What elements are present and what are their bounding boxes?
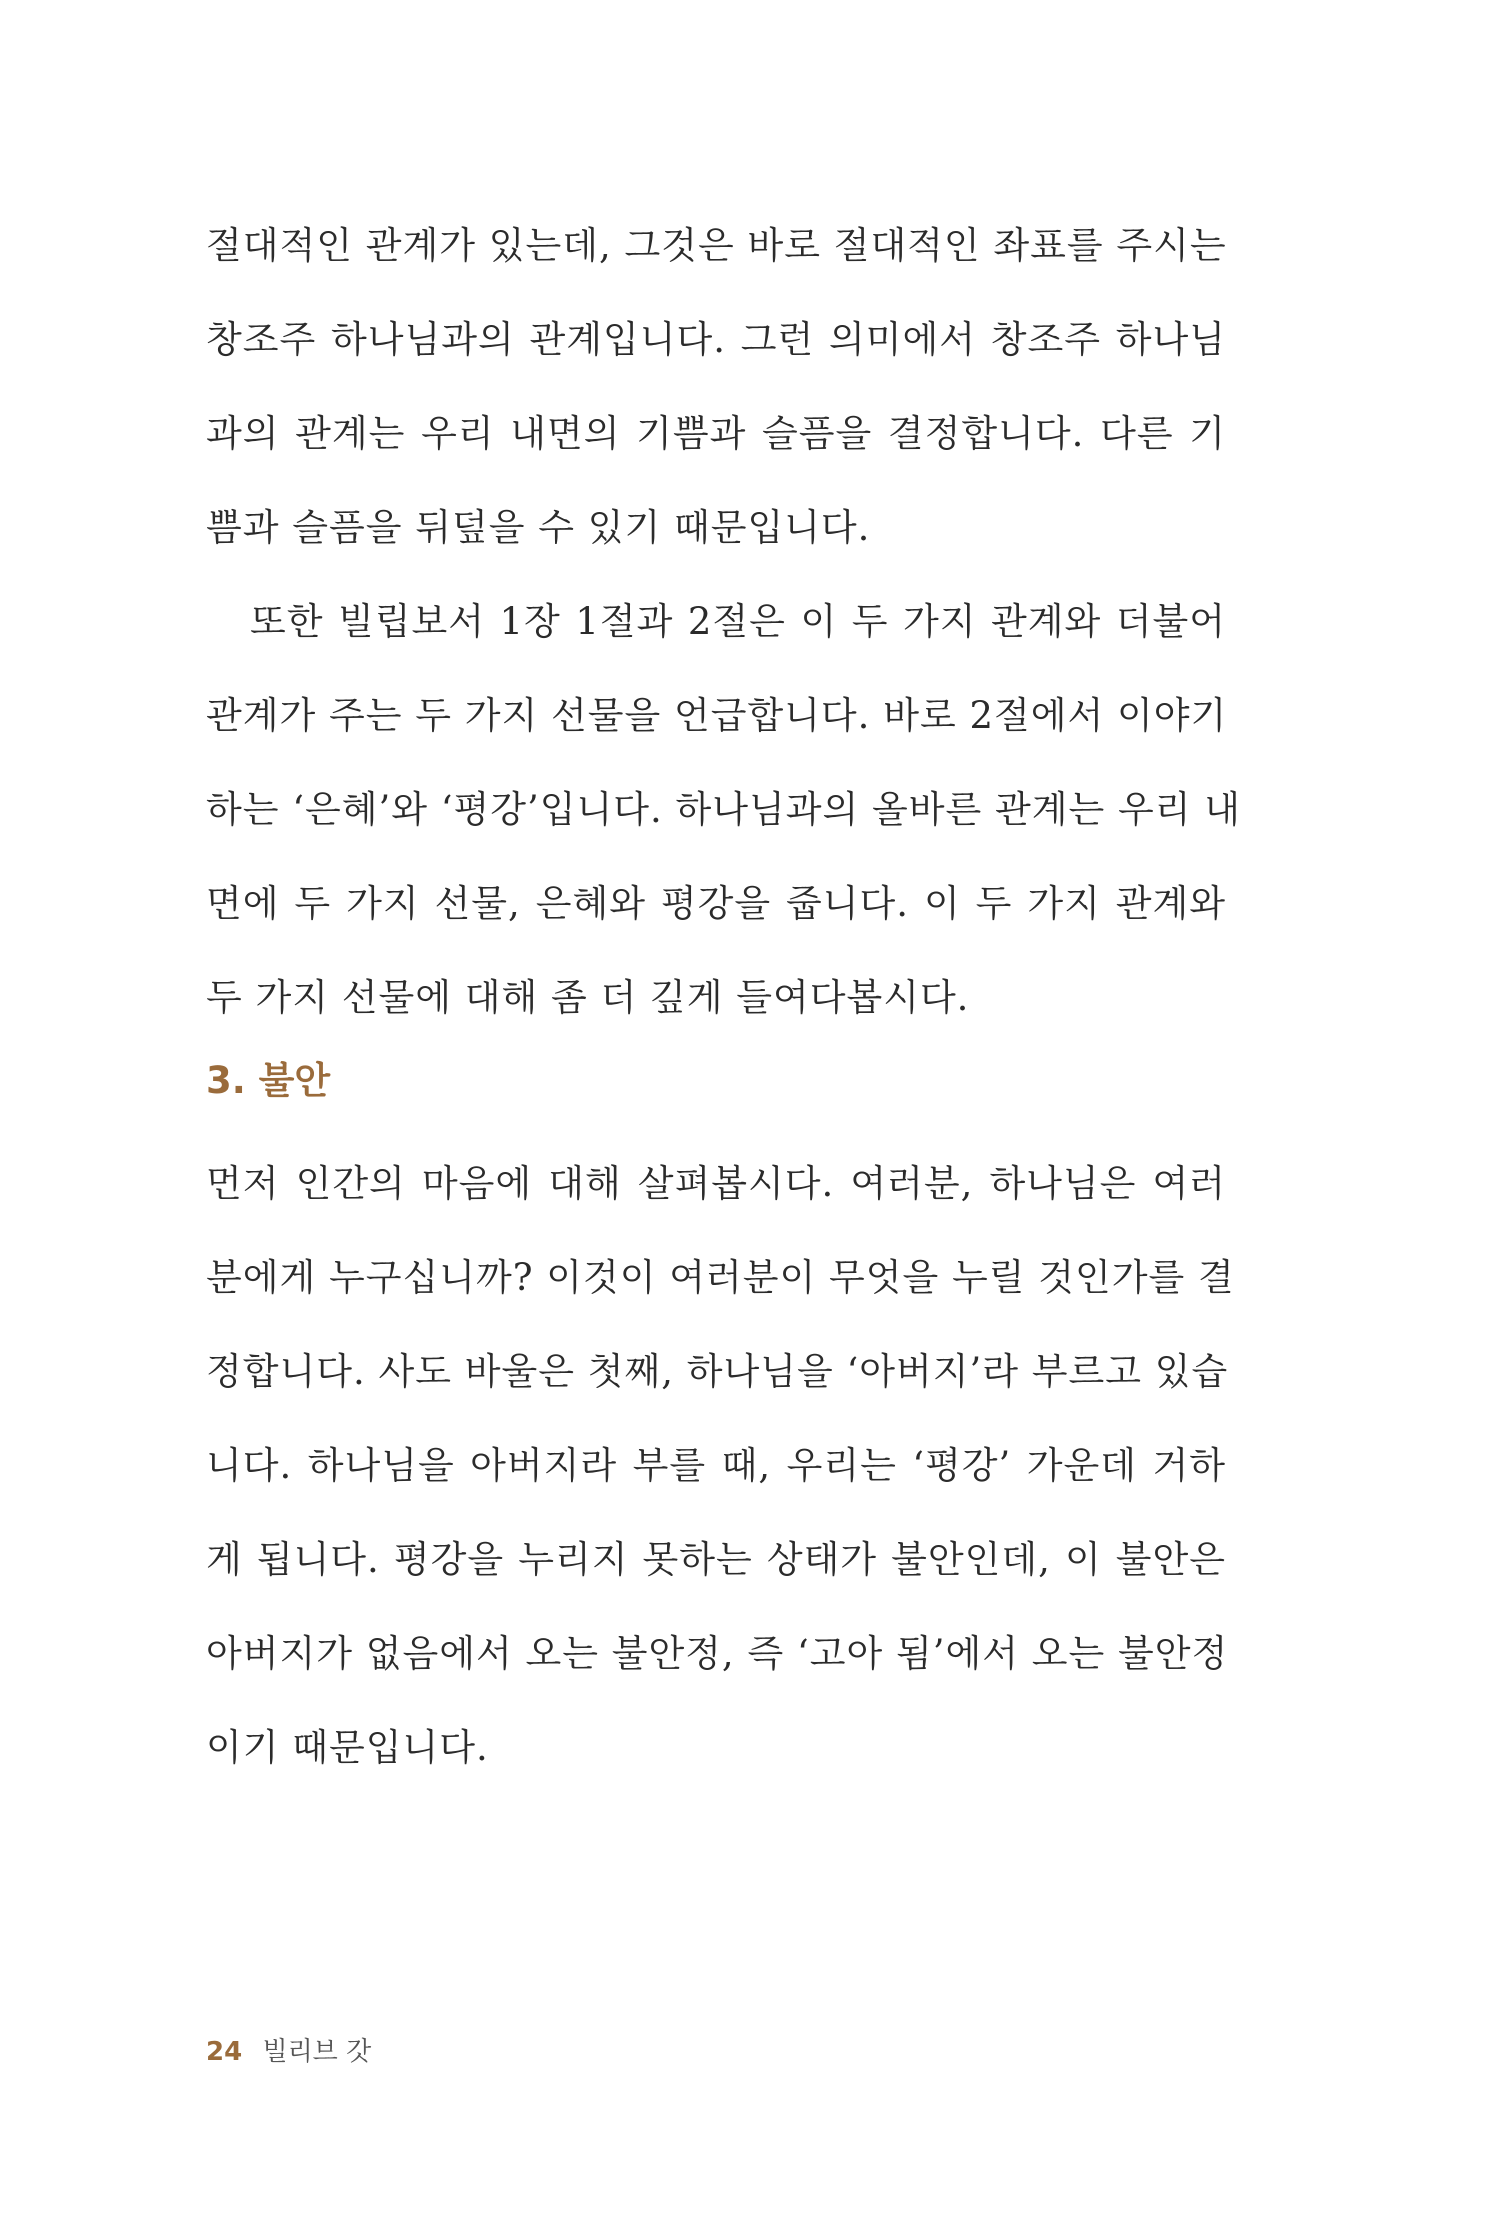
running-title: 빌리브 갓 [262,2037,372,2067]
text-line: 게 됩니다. 평강을 누리지 못하는 상태가 불안인데, 이 불안은 [206,1538,1226,1581]
paragraph [206,199,1226,575]
text-line: 이기 때문입니다. [206,1726,489,1769]
body-text-lower [206,1137,1235,1795]
text-line: 관계가 주는 두 가지 선물을 언급합니다. 바로 2절에서 이야기 [206,694,1228,737]
text-line: 창조주 하나님과의 관계입니다. 그런 의미에서 창조주 하나님 [206,318,1226,361]
paragraph [206,1137,1235,1795]
text-line: 하는 ‘은혜’와 ‘평강’입니다. 하나님과의 올바른 관계는 우리 내 [206,788,1241,831]
text-line: 니다. 하나님을 아버지라 부를 때, 우리는 ‘평강’ 가운데 거하 [206,1444,1226,1487]
text-line: 과의 관계는 우리 내면의 기쁨과 슬픔을 결정합니다. 다른 기 [206,412,1226,455]
text-line: 정합니다. 사도 바울은 첫째, 하나님을 ‘아버지’라 부르고 있습 [206,1350,1229,1393]
page-number: 24 [206,2037,243,2067]
text-line: 분에게 누구십니까? 이것이 여러분이 무엇을 누릴 것인가를 결 [206,1256,1235,1299]
text-line: 면에 두 가지 선물, 은혜와 평강을 줍니다. 이 두 가지 관계와 [206,882,1226,925]
page-footer [206,2032,371,2072]
section-heading: 3. 불안 [206,1059,331,1102]
text-line: 먼저 인간의 마음에 대해 살펴봅시다. 여러분, 하나님은 여러 [206,1162,1226,1205]
paragraph [206,575,1241,1045]
text-line: 아버지가 없음에서 오는 불안정, 즉 ‘고아 됨’에서 오는 불안정 [206,1632,1229,1675]
text-line: 쁨과 슬픔을 뒤덮을 수 있기 때문입니다. [206,506,871,549]
text-line: 또한 빌립보서 1장 1절과 2절은 이 두 가지 관계와 더불어 [250,600,1226,643]
text-line: 두 가지 선물에 대해 좀 더 깊게 들여다봅시다. [206,976,970,1019]
body-text-upper [206,199,1241,1045]
text-line: 절대적인 관계가 있는데, 그것은 바로 절대적인 좌표를 주시는 [206,224,1227,267]
